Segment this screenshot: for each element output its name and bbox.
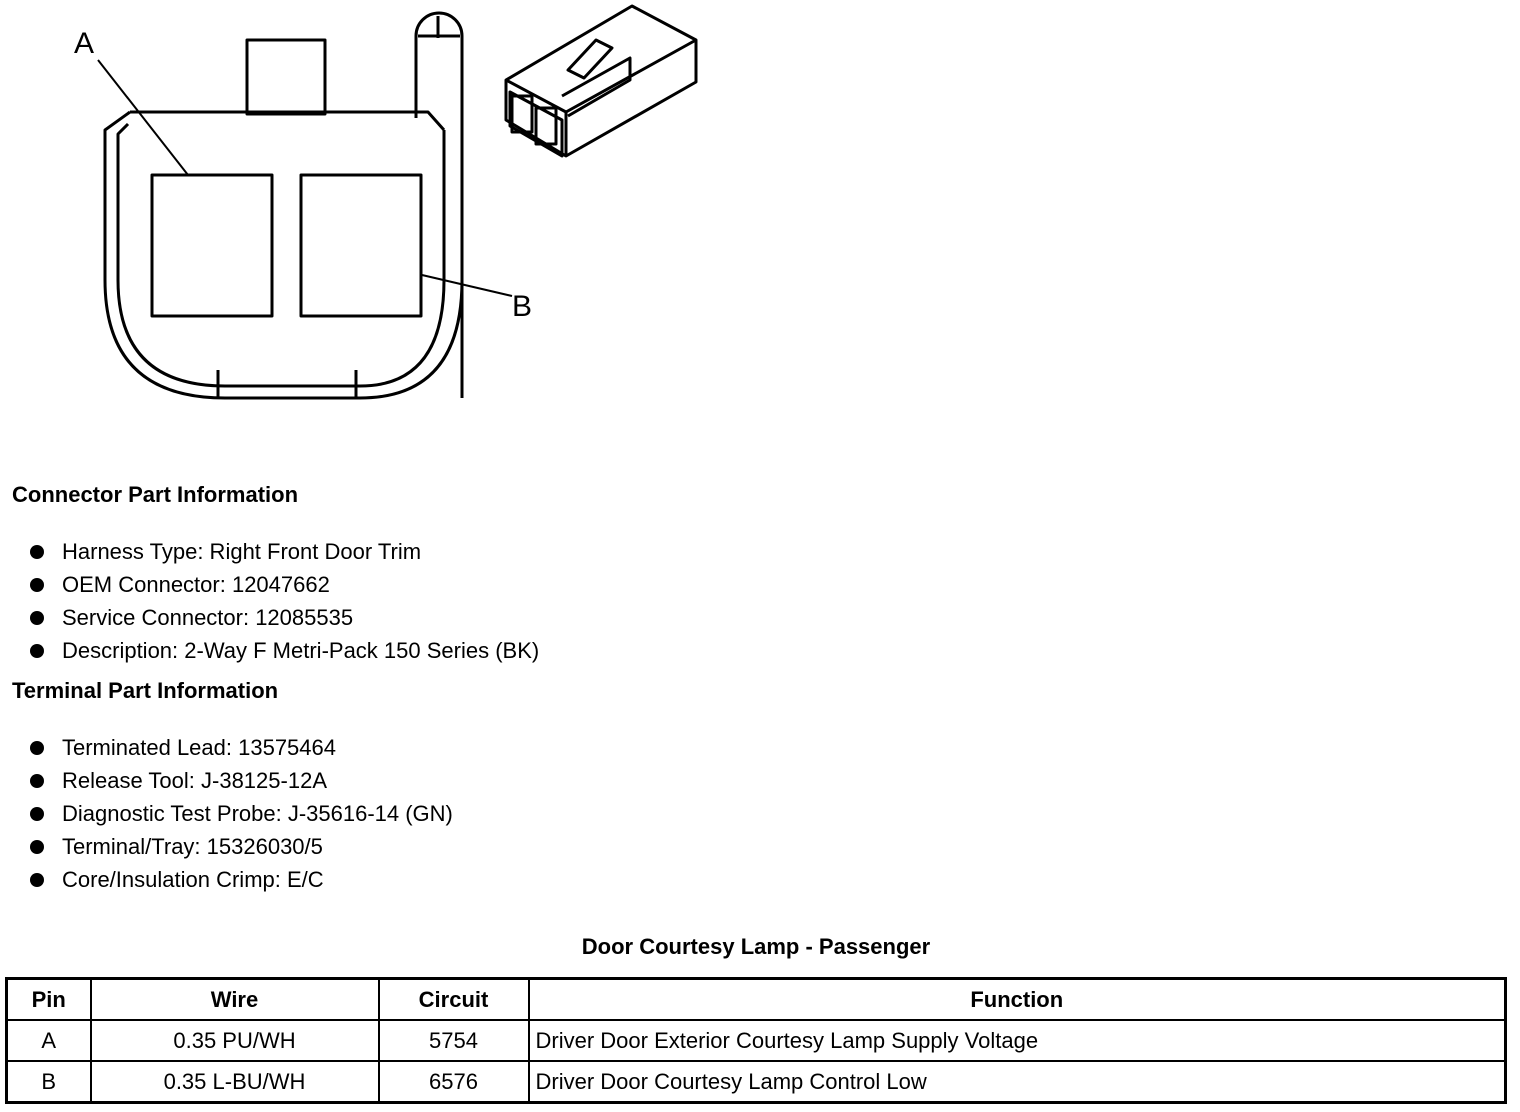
connector-info-heading: Connector Part Information (12, 482, 299, 507)
pinout-table (5, 977, 1507, 1104)
list-item (28, 797, 453, 830)
cell-wire: 0.35 L-BU/WH (91, 1061, 379, 1103)
connector-diagram (0, 0, 720, 420)
bullet-icon (30, 611, 44, 625)
leader-line-a (98, 60, 188, 175)
list-item-text: Diagnostic Test Probe: J-35616-14 (GN) (62, 801, 453, 826)
bullet-icon (30, 644, 44, 658)
connector-latch-tab (247, 40, 325, 114)
bullet-icon (30, 873, 44, 887)
list-item-text: Terminated Lead: 13575464 (62, 735, 336, 760)
list-item-text: Release Tool: J-38125-12A (62, 768, 327, 793)
list-item-text: Harness Type: Right Front Door Trim (62, 539, 422, 564)
cell-function: Driver Door Exterior Courtesy Lamp Supply Voltage (529, 1020, 1506, 1061)
list-item (28, 764, 453, 797)
connector-housing-outer (105, 112, 462, 398)
list-item-text: Description: 2-Way F Metri-Pack 150 Series (BK) (62, 638, 540, 663)
list-item-text: Core/Insulation Crimp: E/C (62, 867, 324, 892)
bullet-icon (30, 840, 44, 854)
list-item-text: OEM Connector: 12047662 (62, 572, 330, 597)
list-item (28, 535, 539, 568)
list-item (28, 731, 453, 764)
cell-function: Driver Door Courtesy Lamp Control Low (529, 1061, 1506, 1103)
list-item (28, 830, 453, 863)
pin-cavity-b (301, 175, 421, 316)
list-item-text: Terminal/Tray: 15326030/5 (62, 834, 323, 859)
table-row (7, 1020, 1506, 1061)
connector-key-post (416, 13, 462, 398)
bullet-icon (30, 545, 44, 559)
pin-cavity-a (152, 175, 272, 316)
table-title: Door Courtesy Lamp - Passenger (581, 934, 931, 959)
list-item (28, 863, 453, 896)
pin-label-a: A (74, 27, 95, 60)
cell-circuit: 6576 (379, 1061, 529, 1103)
column-header-circuit: Circuit (379, 979, 529, 1021)
bullet-icon (30, 741, 44, 755)
cell-pin: A (7, 1020, 91, 1061)
terminal-info-heading: Terminal Part Information (12, 678, 279, 703)
leader-line-b (422, 275, 512, 296)
list-item-text: Service Connector: 12085535 (62, 605, 354, 630)
column-header-wire: Wire (91, 979, 379, 1021)
cell-pin: B (7, 1061, 91, 1103)
table-header-row (7, 979, 1506, 1021)
table-row (7, 1061, 1506, 1103)
connector-face-view (98, 13, 512, 398)
bullet-icon (30, 578, 44, 592)
bullet-icon (30, 807, 44, 821)
column-header-pin: Pin (7, 979, 91, 1021)
bullet-icon (30, 774, 44, 788)
connector-housing-inner (118, 124, 444, 386)
connector-isometric-view (506, 6, 696, 156)
list-item (28, 601, 539, 634)
terminal-info-list (28, 731, 453, 896)
cell-circuit: 5754 (379, 1020, 529, 1061)
cell-wire: 0.35 PU/WH (91, 1020, 379, 1061)
connector-info-list (28, 535, 539, 667)
list-item (28, 568, 539, 601)
pin-label-b: B (512, 290, 533, 323)
column-header-function: Function (529, 979, 1506, 1021)
list-item (28, 634, 539, 667)
